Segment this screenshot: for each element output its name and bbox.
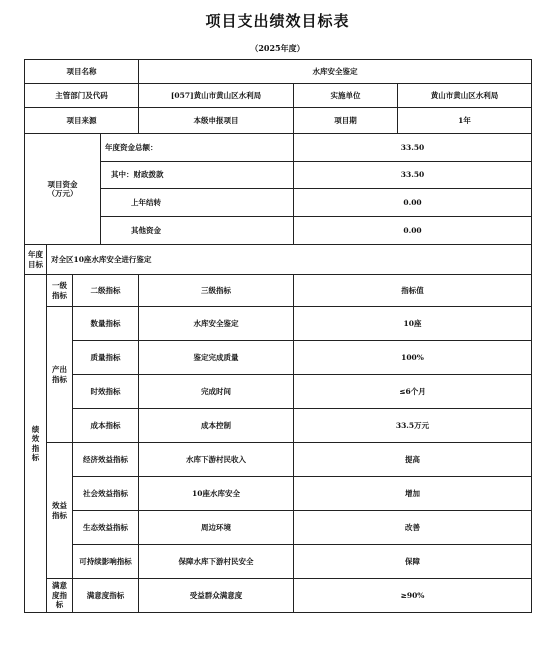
benefit-level2: 社会效益指标 [73,477,139,511]
output-level3: 鉴定完成质量 [139,341,294,375]
performance-table [24,59,532,613]
annual-goal-text: 对全区10座水库安全进行鉴定 [47,245,532,275]
benefit-value: 保障 [294,545,532,579]
dept-label: 主管部门及代码 [25,84,139,108]
benefit-level3: 周边环境 [139,511,294,545]
project-name-value: 水库安全鉴定 [139,60,532,84]
benefit-value: 增加 [294,477,532,511]
benefit-level2: 经济效益指标 [73,443,139,477]
source-label: 项目来源 [25,108,139,134]
funds-fiscal-label: 其中：财政拨款 [101,162,294,189]
period-value: 1年 [398,108,532,134]
year-label: （2025年度） [250,43,305,53]
unit-value: 黄山市黄山区水利局 [398,84,532,108]
header-value: 指标值 [294,275,532,307]
benefit-value: 提高 [294,443,532,477]
page-title: 项目支出绩效目标表 [205,12,350,30]
output-value: 100% [294,341,532,375]
funds-label: 项目资金 （万元） [25,134,101,245]
satisfaction-label: 满意度指标 [47,579,73,613]
benefit-value: 改善 [294,511,532,545]
benefit-level2: 生态效益指标 [73,511,139,545]
funds-fiscal-value: 33.50 [294,162,532,189]
funds-total-label: 年度资金总额： [101,134,294,162]
benefit-label: 效益指标 [47,443,73,579]
benefit-level3: 水库下游村民收入 [139,443,294,477]
project-name-label: 项目名称 [25,60,139,84]
header-level1: 一级指标 [47,275,73,307]
output-level2: 成本指标 [73,409,139,443]
annual-goal-label: 年度目标 [25,245,47,275]
output-level2: 时效指标 [73,375,139,409]
output-value: ≤6个月 [294,375,532,409]
output-level3: 完成时间 [139,375,294,409]
benefit-level2: 可持续影响指标 [73,545,139,579]
source-value: 本级申报项目 [139,108,294,134]
unit-label: 实施单位 [294,84,398,108]
funds-other-value: 0.00 [294,217,532,245]
dept-value: [057]黄山市黄山区水利局 [139,84,294,108]
satisfaction-value: ≥90% [294,579,532,613]
period-label: 项目期 [294,108,398,134]
output-label: 产出指标 [47,307,73,443]
benefit-level3: 保障水库下游村民安全 [139,545,294,579]
output-level3: 水库安全鉴定 [139,307,294,341]
funds-total-value: 33.50 [294,134,532,162]
satisfaction-level2: 满意度指标 [73,579,139,613]
output-level2: 质量指标 [73,341,139,375]
output-level3: 成本控制 [139,409,294,443]
indicators-group-label: 绩效指标 [25,275,47,613]
header-level3: 三级指标 [139,275,294,307]
output-value: 10座 [294,307,532,341]
funds-carryover-label: 上年结转 [101,189,294,217]
funds-other-label: 其他资金 [101,217,294,245]
header-level2: 二级指标 [73,275,139,307]
output-value: 33.5万元 [294,409,532,443]
funds-carryover-value: 0.00 [294,189,532,217]
output-level2: 数量指标 [73,307,139,341]
benefit-level3: 10座水库安全 [139,477,294,511]
satisfaction-level3: 受益群众满意度 [139,579,294,613]
